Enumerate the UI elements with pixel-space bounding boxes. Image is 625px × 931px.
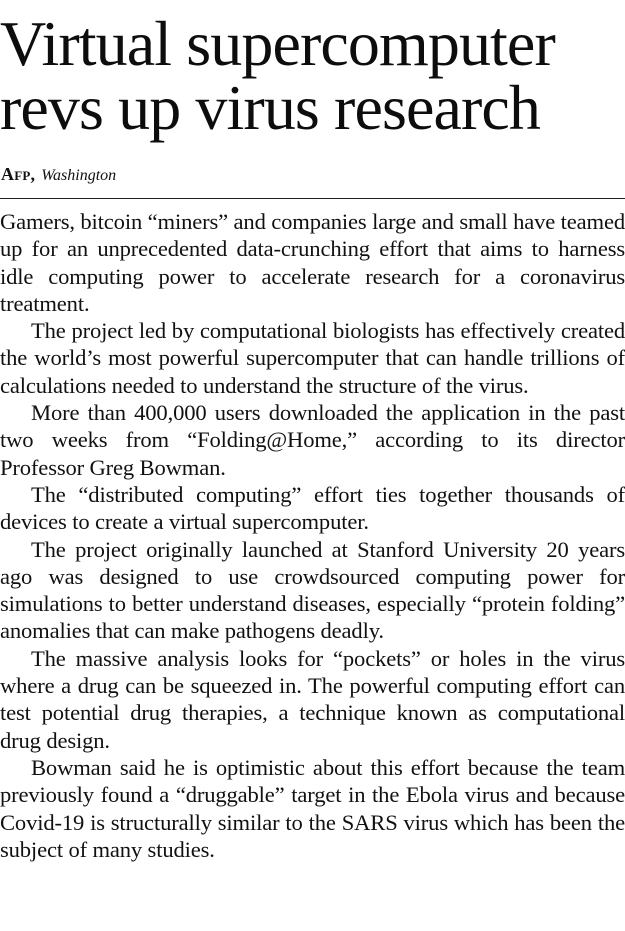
byline-dateline: Washington: [41, 167, 117, 184]
paragraph: The project originally launched at Stanford University 20 years ago was designed to use crowdsourced computing power for simulations to better understand diseases, especially “protein folding” anomalies that can make pathogens deadly.: [0, 536, 625, 644]
byline-agency: Afp,: [1, 164, 36, 184]
paragraph: The massive analysis looks for “pockets” or holes in the virus where a drug can be squeezed in. The powerful computing effort can test potential drug therapies, a technique known as computational drug design.: [0, 645, 625, 753]
headline-line-1: Virtual supercomputer: [0, 8, 555, 79]
paragraph: The “distributed computing” effort ties together thousands of devices to create a virtual supercomputer.: [0, 481, 625, 535]
paragraph: The project led by computational biologists has effectively created the world’s most powerful supercomputer that can handle trillions of calculations needed to understand the structure of the virus.: [0, 318, 625, 398]
article-body: [0, 208, 625, 863]
paragraph: More than 400,000 users downloaded the application in the past two weeks from “Folding@Home,” according to its director Professor Greg Bowman.: [0, 400, 625, 480]
byline: [1, 164, 116, 186]
divider-rule: [0, 198, 625, 199]
headline-line-2: revs up virus research: [0, 72, 540, 143]
paragraph: Gamers, bitcoin “miners” and companies large and small have teamed up for an unprecedented data-crunching effort that aims to harness idle computing power to accelerate research for a coronavirus treatment.: [0, 209, 625, 316]
paragraph: Bowman said he is optimistic about this effort because the team previously found a “druggable” target in the Ebola virus and because Covid-19 is structurally similar to the SARS virus which has been the subject of many studies.: [0, 754, 625, 862]
headline: [0, 8, 625, 143]
